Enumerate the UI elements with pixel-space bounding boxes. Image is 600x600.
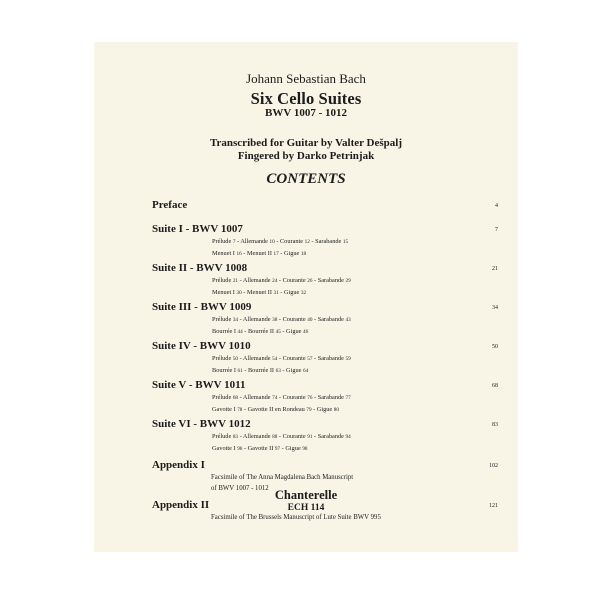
- separator: -: [274, 238, 280, 245]
- movement-name: Menuet II: [246, 289, 272, 296]
- movement-name: Gavotte II en Rondeau: [247, 406, 305, 413]
- movement-page: 44: [237, 329, 243, 335]
- movement-page: 98: [302, 446, 308, 452]
- separator: -: [280, 328, 287, 335]
- toc-entry-page: 68: [492, 383, 498, 389]
- movement-name: Courante: [282, 355, 306, 362]
- toc-entry-page: 4: [495, 203, 498, 209]
- movement-page: 12: [304, 239, 310, 245]
- toc-entry-page: 50: [492, 344, 498, 350]
- movement-name: Gigue: [283, 289, 300, 296]
- movement-name: Allemande: [242, 277, 271, 284]
- appendix-page: 121: [489, 503, 498, 509]
- toc-entry-title: Suite IV - BWV 1010: [152, 340, 251, 352]
- movement-name: Prélude: [212, 277, 232, 284]
- movement-name: Courante: [282, 394, 306, 401]
- movement-list: [212, 431, 498, 443]
- composer-name: Johann Sebastian Bach: [246, 71, 366, 86]
- movement-name: Sarabande: [317, 316, 344, 323]
- separator: -: [238, 394, 243, 401]
- movement-page: 57: [307, 356, 313, 362]
- movement-name: Gigue: [285, 445, 301, 452]
- movement-name: Courante: [282, 316, 306, 323]
- movement-page: 26: [307, 278, 313, 284]
- movement-page: 31: [273, 290, 279, 296]
- toc-entry-page: 21: [492, 266, 498, 272]
- movement-page: 34: [232, 317, 239, 323]
- separator: -: [238, 316, 243, 323]
- separator: -: [312, 355, 318, 362]
- separator: -: [238, 355, 243, 362]
- separator: -: [277, 316, 283, 323]
- movement-name: Gigue: [286, 328, 302, 335]
- movement-name: Sarabande: [317, 277, 344, 284]
- movement-name: Menuet II: [246, 250, 272, 257]
- movement-name: Allemande: [242, 316, 271, 323]
- book-page: [94, 42, 518, 552]
- separator: -: [277, 394, 283, 401]
- movement-page: 24: [272, 278, 278, 284]
- movement-name: Sarabande: [315, 238, 342, 245]
- movement-page: 63: [275, 368, 281, 374]
- separator: -: [235, 238, 241, 245]
- movement-page: 16: [236, 251, 242, 257]
- movement-page: 29: [345, 278, 351, 284]
- appendix-description: Facsimile of The Brussels Manuscript of Lute Suite BWV 995: [211, 514, 381, 521]
- appendix-title: Appendix I: [152, 459, 205, 471]
- movement-page: 76: [307, 395, 313, 401]
- separator: -: [312, 277, 318, 284]
- toc-entry: [152, 301, 498, 338]
- movement-list: [212, 365, 498, 377]
- movement-page: 50: [232, 356, 239, 362]
- appendix-title: Appendix II: [152, 499, 210, 511]
- appendix-description: Facsimile of The Anna Magdalena Bach Manuscript: [211, 474, 354, 481]
- separator: -: [241, 250, 247, 257]
- movement-list: [212, 248, 498, 260]
- toc-entry-page: 83: [492, 422, 498, 428]
- separator: -: [238, 277, 243, 284]
- movement-name: Gigue: [286, 367, 302, 374]
- movement-name: Menuet I: [212, 250, 235, 257]
- toc-entry: [152, 418, 498, 455]
- movement-name: Prélude: [212, 238, 232, 245]
- separator: -: [278, 250, 284, 257]
- catalogue-range: BWV 1007 - 1012: [265, 107, 347, 119]
- movement-name: Gavotte II: [247, 445, 274, 452]
- movement-page: 91: [307, 434, 313, 440]
- movement-page: 32: [300, 290, 307, 296]
- movement-page: 10: [269, 239, 275, 245]
- movement-page: 64: [303, 368, 309, 374]
- movement-page: 38: [272, 317, 278, 323]
- movement-name: Menuet I: [212, 289, 235, 296]
- movement-list: [212, 392, 498, 404]
- separator: -: [277, 433, 283, 440]
- transcriber-credit: Transcribed for Guitar by Valter Dešpalj: [210, 137, 402, 149]
- movement-name: Bourrée II: [247, 328, 275, 335]
- toc-entry: [152, 199, 498, 212]
- movement-page: 80: [333, 407, 339, 413]
- toc-entry-title: Suite V - BWV 1011: [152, 379, 246, 391]
- separator: -: [242, 445, 248, 452]
- movement-page: 96: [237, 446, 243, 452]
- toc-entry-page: 34: [492, 305, 498, 311]
- movement-page: 77: [345, 395, 351, 401]
- movement-page: 79: [306, 407, 312, 413]
- movement-page: 74: [272, 395, 278, 401]
- movement-list: [212, 326, 498, 338]
- movement-page: 54: [272, 356, 278, 362]
- appendix-page: 102: [489, 463, 498, 469]
- movement-list: [212, 443, 498, 455]
- movement-name: Courante: [282, 433, 306, 440]
- separator: -: [312, 316, 318, 323]
- toc-entry: [152, 223, 498, 260]
- movement-name: Allemande: [242, 355, 271, 362]
- movement-page: 94: [345, 434, 351, 440]
- movement-name: Allemande: [242, 394, 271, 401]
- movement-page: 7: [232, 239, 236, 245]
- movement-page: 59: [345, 356, 351, 362]
- movement-name: Bourrée I: [212, 328, 236, 335]
- publisher-name: Chanterelle: [274, 488, 338, 502]
- contents-heading: CONTENTS: [266, 171, 346, 187]
- movement-page: 21: [232, 278, 239, 284]
- separator: -: [278, 289, 284, 296]
- catalogue-code: ECH 114: [287, 503, 325, 513]
- movement-name: Gavotte I: [212, 406, 236, 413]
- movement-name: Courante: [279, 238, 304, 245]
- movement-name: Prélude: [212, 433, 232, 440]
- movement-page: 68: [232, 395, 239, 401]
- movement-page: 30: [236, 290, 242, 296]
- separator: -: [312, 433, 318, 440]
- toc-entry-page: 7: [495, 227, 498, 233]
- movement-page: 83: [232, 434, 239, 440]
- fingering-credit: Fingered by Darko Petrinjak: [237, 150, 375, 162]
- movement-page: 18: [300, 251, 307, 257]
- separator: -: [238, 433, 243, 440]
- toc-entry-title: Suite III - BWV 1009: [152, 301, 252, 313]
- separator: -: [242, 367, 248, 374]
- separator: -: [309, 238, 316, 245]
- movement-name: Gigue: [283, 250, 300, 257]
- movement-page: 61: [237, 368, 243, 374]
- movement-list: [212, 353, 498, 365]
- movement-name: Gigue: [316, 406, 333, 413]
- movement-list: [212, 236, 498, 248]
- toc-entry: [152, 379, 498, 416]
- movement-list: [212, 275, 498, 287]
- movement-name: Bourrée II: [247, 367, 275, 374]
- movement-name: Allemande: [240, 238, 268, 245]
- movement-name: Prélude: [212, 316, 232, 323]
- toc-entry-title: Suite II - BWV 1008: [152, 262, 248, 274]
- separator: -: [280, 367, 287, 374]
- movement-page: 46: [303, 329, 309, 335]
- movement-list: [212, 404, 498, 416]
- movement-name: Gavotte I: [212, 445, 236, 452]
- movement-page: 43: [345, 317, 351, 323]
- movement-page: 15: [342, 239, 349, 245]
- toc-entry-title: Suite VI - BWV 1012: [152, 418, 251, 430]
- movement-page: 97: [274, 446, 281, 452]
- separator: -: [311, 406, 317, 413]
- movement-page: 40: [307, 317, 313, 323]
- separator: -: [277, 277, 283, 284]
- movement-page: 17: [273, 251, 279, 257]
- movement-name: Courante: [282, 277, 306, 284]
- toc-entry: [152, 262, 498, 299]
- movement-name: Prélude: [212, 355, 232, 362]
- movement-list: [212, 287, 498, 299]
- separator: -: [242, 406, 248, 413]
- toc-entry-title: Suite I - BWV 1007: [152, 223, 243, 235]
- movement-page: 45: [275, 329, 281, 335]
- movement-list: [212, 314, 498, 326]
- movement-name: Allemande: [242, 433, 271, 440]
- movement-page: 88: [272, 434, 278, 440]
- separator: -: [312, 394, 318, 401]
- separator: -: [242, 328, 248, 335]
- movement-name: Sarabande: [317, 355, 344, 362]
- movement-name: Sarabande: [317, 433, 344, 440]
- appendix-description: of BWV 1007 - 1012: [211, 485, 269, 492]
- book-title: Six Cello Suites: [250, 89, 362, 108]
- movement-name: Bourrée I: [212, 367, 236, 374]
- toc-entry-title: Preface: [152, 199, 188, 211]
- separator: -: [280, 445, 286, 452]
- toc-entry: [152, 340, 498, 377]
- movement-page: 78: [237, 407, 243, 413]
- movement-name: Prélude: [212, 394, 232, 401]
- separator: -: [241, 289, 247, 296]
- separator: -: [277, 355, 283, 362]
- movement-name: Sarabande: [317, 394, 344, 401]
